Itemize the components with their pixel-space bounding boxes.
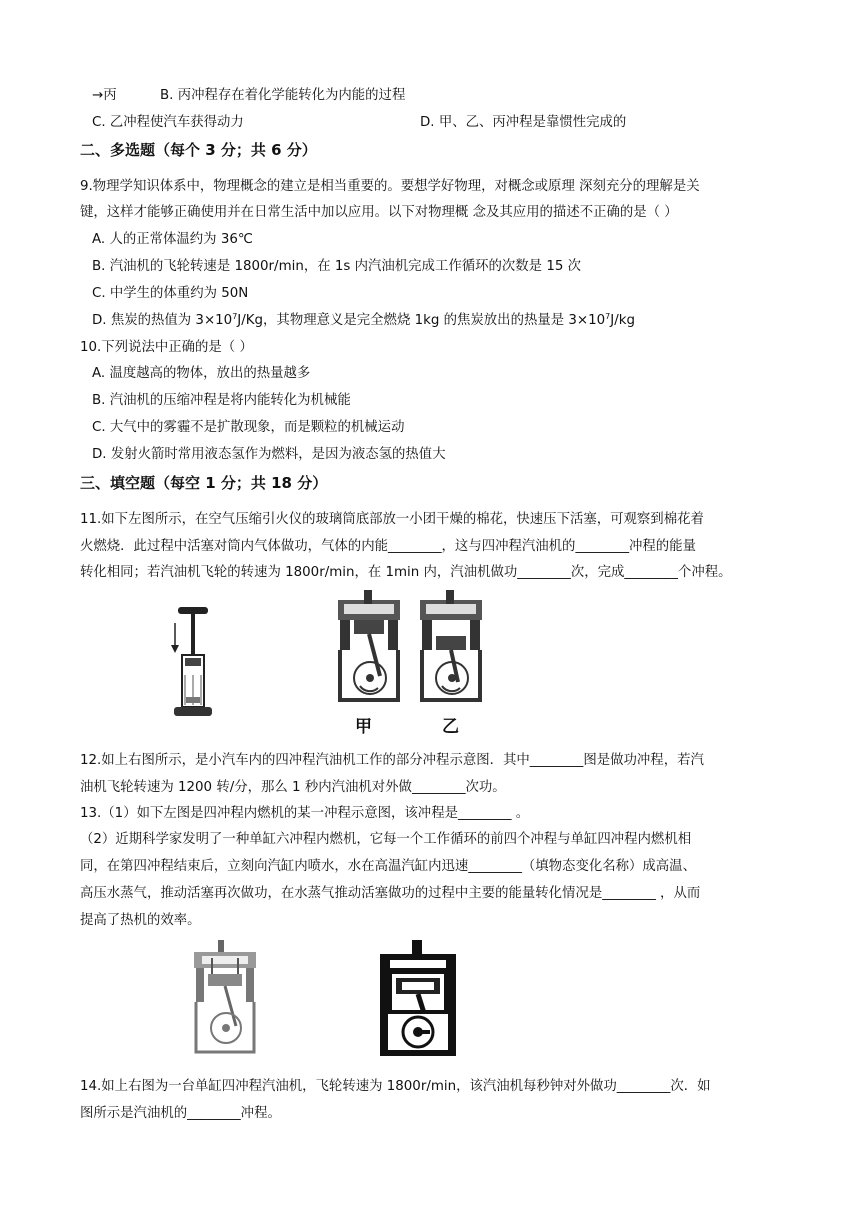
engine-stroke-figure-left bbox=[188, 940, 262, 1058]
q14-line2: 图所示是汽油机的________冲程。 bbox=[80, 1106, 281, 1121]
figure-label-jia: 甲 bbox=[355, 717, 372, 737]
engine-figure-jia bbox=[330, 590, 408, 708]
q8-option-a-tail: →丙 bbox=[92, 88, 117, 103]
q9-option-b: B. 汽油机的飞轮转速是 1800r/min，在 1s 内汽油机完成工作循环的次数是 15 次 bbox=[92, 259, 582, 274]
q11-line2: 火燃烧．此过程中活塞对筒内气体做功，气体的内能________，这与四冲程汽油机的________冲程的能量 bbox=[80, 539, 696, 554]
section-title-fill-in: 三、填空题（每空 1 分；共 18 分） bbox=[80, 474, 328, 492]
q14-line1: 14.如上右图为一台单缸四冲程汽油机，飞轮转速为 1800r/min，该汽油机每秒钟对外做功________次．如 bbox=[80, 1079, 711, 1094]
q10-option-d: D. 发射火箭时常用液态氢作为燃料，是因为液态氢的热值大 bbox=[92, 447, 446, 462]
q8-option-b: B. 丙冲程存在着化学能转化为内能的过程 bbox=[160, 88, 406, 103]
q13-line3: 同，在第四冲程结束后，立刻向汽缸内喷水，水在高温汽缸内迅速________（填物态变化名称）成高温、 bbox=[80, 859, 696, 874]
q13-line1: 13.（1）如下左图是四冲程内燃机的某一冲程示意图，该冲程是________ 。 bbox=[80, 806, 530, 821]
q11-line1: 11.如下左图所示，在空气压缩引火仪的玻璃筒底部放一小团干燥的棉花，快速压下活塞，可观察到棉花着 bbox=[80, 512, 704, 527]
engine-stroke-figure-right bbox=[376, 940, 460, 1060]
q9-stem-line1: 9.物理学知识体系中，物理概念的建立是相当重要的。要想学好物理，对概念或原理 深刻充分的理解是关 bbox=[80, 179, 700, 194]
engine-figure-yi bbox=[412, 590, 490, 708]
q11-line3: 转化相同；若汽油机飞轮的转速为 1800r/min，在 1min 内，汽油机做功________次，完成________个冲程。 bbox=[80, 565, 732, 580]
q10-option-b: B. 汽油机的压缩冲程是将内能转化为机械能 bbox=[92, 393, 351, 408]
section-title-multiple-choice: 二、多选题（每个 3 分；共 6 分） bbox=[80, 141, 317, 159]
q9-option-a: A. 人的正常体温约为 36℃ bbox=[92, 232, 253, 247]
q9-option-d: D. 焦炭的热值为 $3\times 10^7J/Kg$，其物理意义是完全燃烧 1kg 的焦炭放出的热量是 $3\times 10^7J/kg$ bbox=[92, 312, 635, 328]
q8-option-d: D. 甲、乙、丙冲程是靠惯性完成的 bbox=[420, 115, 627, 130]
q10-option-c: C. 大气中的雾霾不是扩散现象，而是颗粒的机械运动 bbox=[92, 420, 405, 435]
q13-line2: （2）近期科学家发明了一种单缸六冲程内燃机，它每一个工作循环的前四个冲程与单缸四冲程内燃机相 bbox=[80, 832, 692, 847]
q12-line1: 12.如上右图所示，是小汽车内的四冲程汽油机工作的部分冲程示意图．其中________图是做功冲程，若汽 bbox=[80, 753, 704, 768]
fire-syringe-figure bbox=[168, 605, 218, 720]
q9-stem-line2: 键，这样才能够正确使用并在日常生活中加以应用。以下对物理概 念及其应用的描述不正确的是（ ） bbox=[80, 205, 678, 220]
q12-line2: 油机飞轮转速为 1200 转/分，那么 1 秒内汽油机对外做________次功。 bbox=[80, 780, 506, 795]
q13-line5: 提高了热机的效率。 bbox=[80, 913, 201, 928]
q9-option-c: C. 中学生的体重约为 50N bbox=[92, 286, 249, 301]
q10-option-a: A. 温度越高的物体，放出的热量越多 bbox=[92, 366, 311, 381]
q13-line4: 高压水蒸气，推动活塞再次做功，在水蒸气推动活塞做功的过程中主要的能量转化情况是________ ，从而 bbox=[80, 886, 701, 901]
figure-label-yi: 乙 bbox=[442, 717, 459, 737]
q10-stem: 10.下列说法中正确的是（ ） bbox=[80, 340, 253, 355]
q8-option-c: C. 乙冲程使汽车获得动力 bbox=[92, 115, 244, 130]
